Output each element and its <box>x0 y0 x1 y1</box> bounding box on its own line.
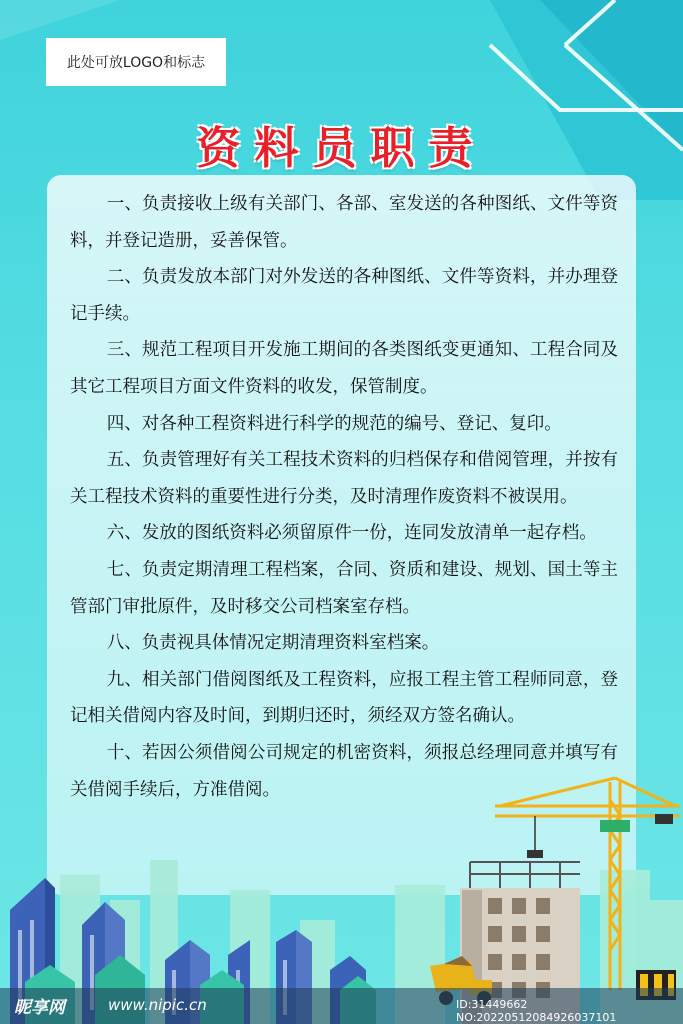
duty-item-7: 七、负责定期清理工程档案，合同、资质和建设、规划、国土等主管部门审批原件，及时移交公司档案室存档。 <box>70 559 618 617</box>
duty-item-5: 五、负责管理好有关工程技术资料的归档保存和借阅管理，并按有关工程技术资料的重要性进行分类，及时清理作废资料不被误用。 <box>70 450 618 507</box>
logo-placeholder: 此处可放LOGO和标志 <box>46 38 226 86</box>
duty-item-10: 十、若因公须借阅公司规定的机密资料，须报总经理同意并填写有关借阅手续后，方准借阅。 <box>70 742 618 800</box>
duty-item-6: 六、发放的图纸资料必须留原件一份，连同发放清单一起存档。 <box>106 523 597 544</box>
duties-list <box>70 186 618 808</box>
duty-item-3: 三、规范工程项目开发施工期间的各类图纸变更通知、工程合同及其它工程项目方面文件资料的收发，保管制度。 <box>70 340 618 397</box>
watermark-url: www.nipic.cn <box>108 996 207 1014</box>
duty-item-9: 九、相关部门借阅图纸及工程资料，应报工程主管工程师同意，登记相关借阅内容及时间，到期归还时，须经双方签名确认。 <box>70 669 618 727</box>
duty-item-1: 一、负责接收上级有关部门、各部、室发送的各种图纸、文件等资料，并登记造册，妥善保管。 <box>70 194 618 251</box>
watermark-logo: 昵享网 <box>14 998 65 1018</box>
duty-item-8: 八、负责视具体情况定期清理资料室档案。 <box>106 633 440 654</box>
duty-item-2: 二、负责发放本部门对外发送的各种图纸、文件等资料，并办理登记手续。 <box>70 267 618 324</box>
city-skyline-illustration <box>0 770 683 1024</box>
page-title: 资料员职责 <box>196 123 487 174</box>
watermark-id: ID:31449662 NO:20220512084926037101 <box>456 998 617 1024</box>
duty-item-4: 四、对各种工程资料进行科学的规范的编号、登记、复印。 <box>106 413 562 434</box>
